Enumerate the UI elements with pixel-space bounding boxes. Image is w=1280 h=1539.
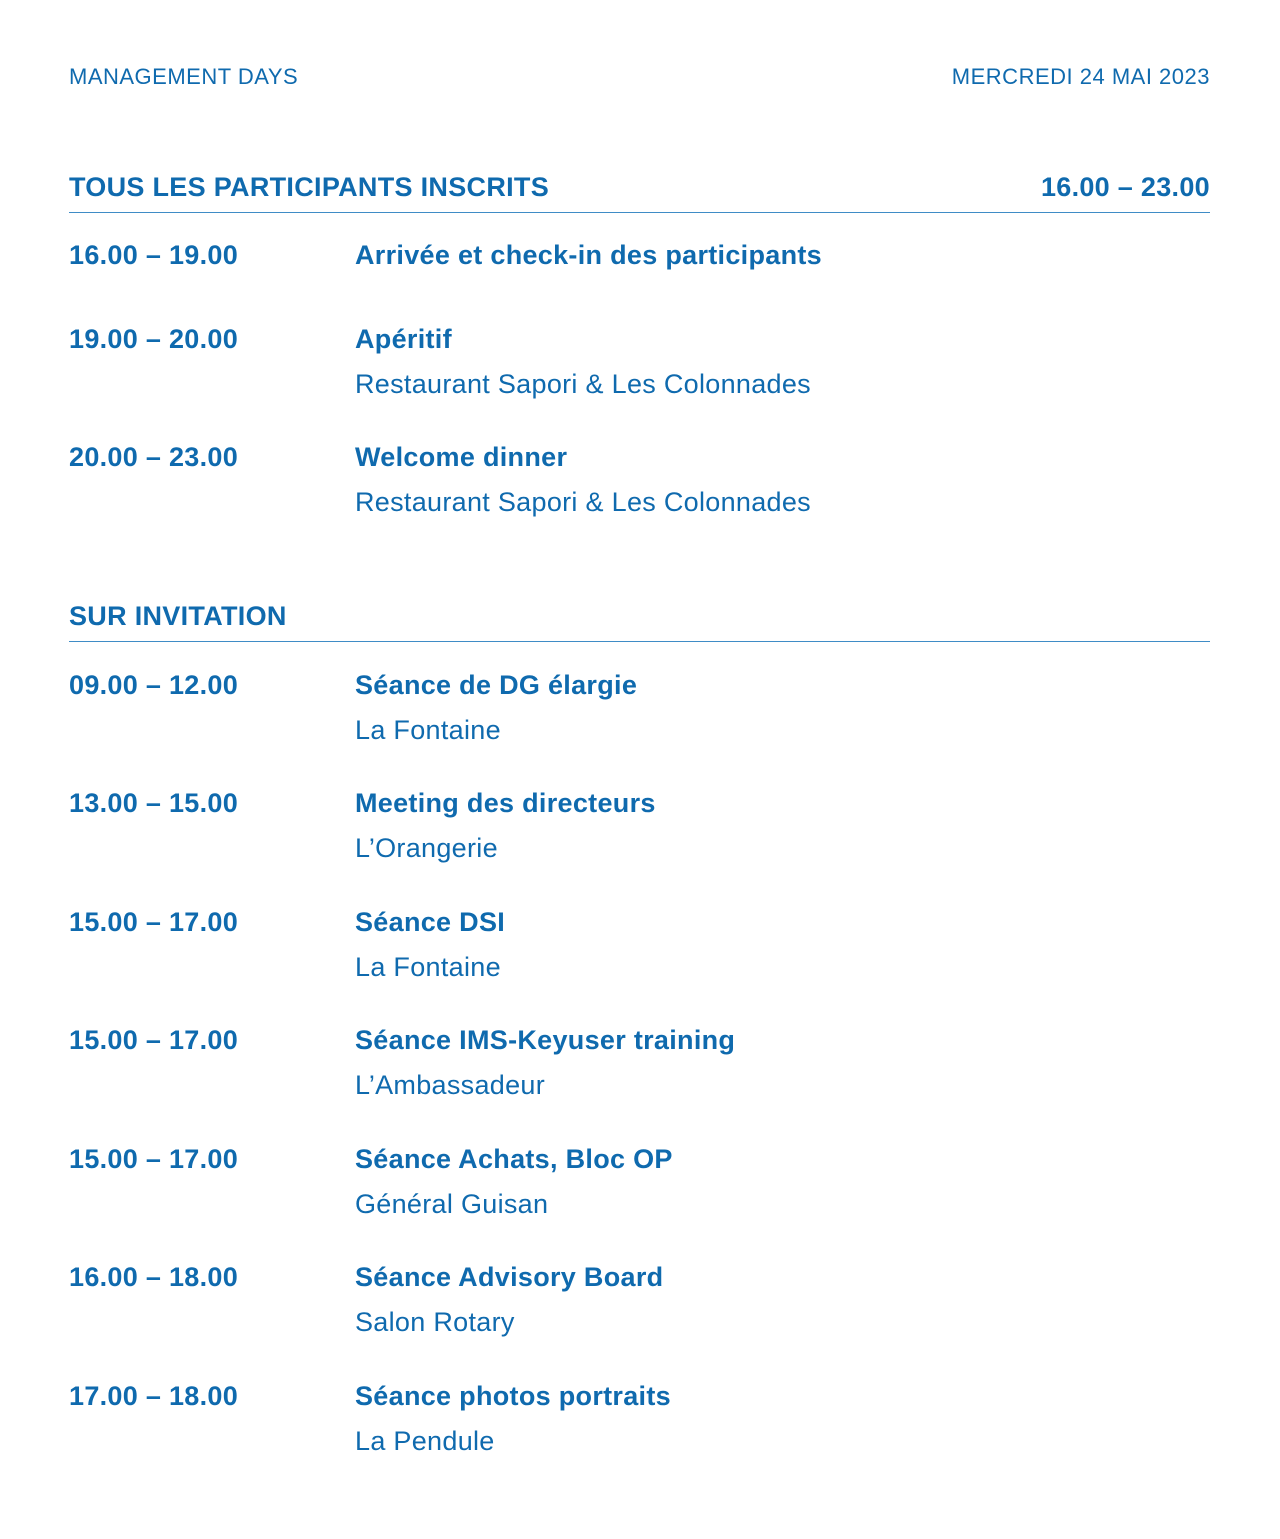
item-location: Restaurant Sapori & Les Colonnades	[355, 369, 811, 399]
item-time: 09.00 – 12.00	[69, 670, 239, 700]
section-title: TOUS LES PARTICIPANTS INSCRITS	[69, 172, 550, 202]
item-event: Apéritif	[355, 324, 452, 354]
item-event: Séance Achats, Bloc OP	[355, 1144, 673, 1174]
item-time: 17.00 – 18.00	[69, 1381, 239, 1411]
item-time: 15.00 – 17.00	[69, 1144, 239, 1174]
section-heading	[69, 164, 1210, 213]
event-date: MERCREDI 24 MAI 2023	[951, 64, 1210, 89]
item-event: Arrivée et check-in des participants	[355, 240, 822, 270]
item-location: L’Ambassadeur	[355, 1070, 546, 1100]
item-location: La Fontaine	[355, 952, 501, 982]
item-event: Welcome dinner	[355, 442, 568, 472]
item-location: La Pendule	[355, 1426, 495, 1456]
item-time: 15.00 – 17.00	[69, 1025, 239, 1055]
section-heading	[69, 593, 1210, 642]
item-time: 19.00 – 20.00	[69, 324, 239, 354]
event-name: MANAGEMENT DAYS	[69, 64, 299, 89]
item-time: 13.00 – 15.00	[69, 788, 239, 818]
item-time: 20.00 – 23.00	[69, 442, 239, 472]
item-time: 15.00 – 17.00	[69, 907, 239, 937]
item-event: Séance de DG élargie	[355, 670, 638, 700]
page-header	[69, 64, 1210, 92]
item-time: 16.00 – 19.00	[69, 240, 239, 270]
item-event: Séance Advisory Board	[355, 1262, 664, 1292]
section-time: 16.00 – 23.00	[1040, 172, 1210, 202]
item-location: Général Guisan	[355, 1189, 549, 1219]
item-location: Salon Rotary	[355, 1307, 515, 1337]
item-location: L’Orangerie	[355, 833, 498, 863]
item-location: Restaurant Sapori & Les Colonnades	[355, 487, 811, 517]
item-event: Séance DSI	[355, 907, 506, 937]
item-event: Meeting des directeurs	[355, 788, 656, 818]
item-event: Séance photos portraits	[355, 1381, 671, 1411]
item-location: La Fontaine	[355, 715, 501, 745]
item-event: Séance IMS-Keyuser training	[355, 1025, 736, 1055]
item-time: 16.00 – 18.00	[69, 1262, 239, 1292]
section-title: SUR INVITATION	[69, 601, 287, 631]
